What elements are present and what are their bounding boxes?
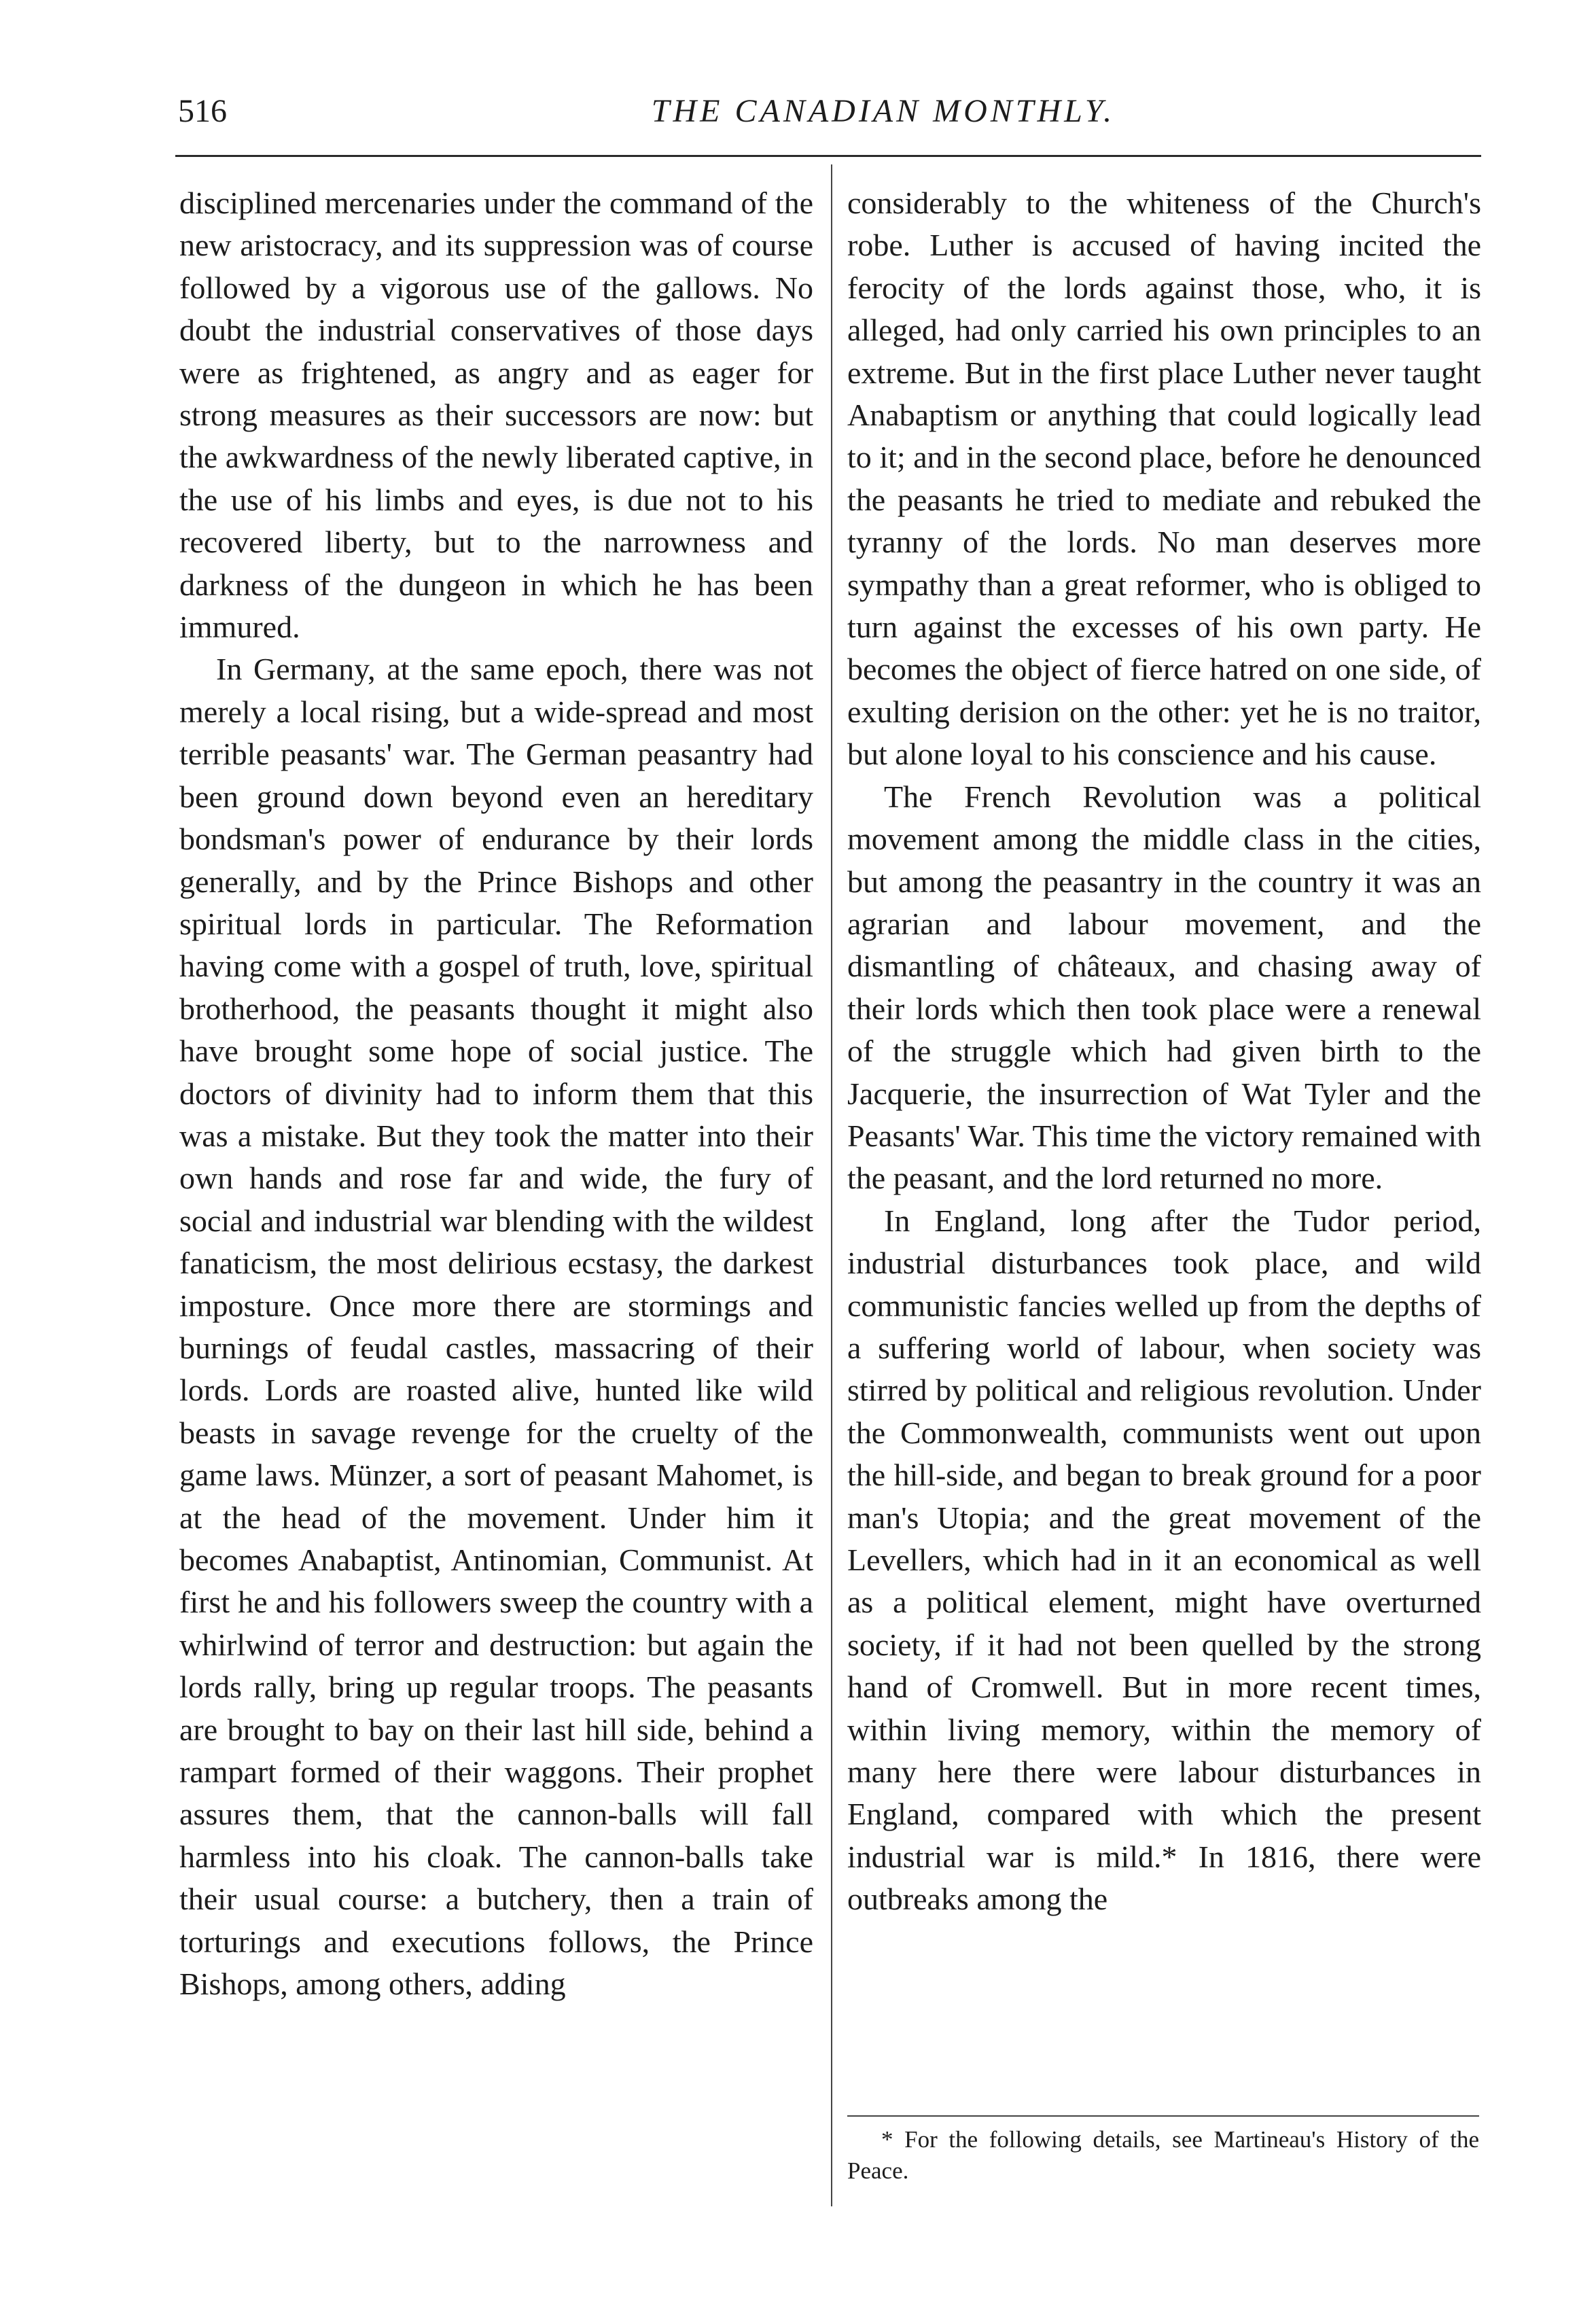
page-number: 516 (178, 93, 227, 129)
paragraph: In England, long after the Tudor period, industrial disturbances took place, and wild communistic fancies welled up from the depths of a suffering world of labour, when society was stirred by political and religious revolution. Under the Commonwealth, communists went out upon the hill-side, and began to break ground for a poor man's Utopia; and the great movement of the Levellers, which had in it an economical as well as a political element, might have overturned society, if it had not been quelled by the strong hand of Cromwell. But in more recent times, within living memory, within the memory of many here there were labour disturbances in England, compared with which the present industrial war is mild.* In 1816, there were outbreaks among the (847, 1203, 1481, 1917)
paragraph: considerably to the whiteness of the Church's robe. Luther is accused of having incited the ferocity of the lords against those, who, it is alleged, had only carried his own principles to an extreme. But in the first place Luther never taught Anabaptism or anything that could logically lead to it; and in the second place, before he denounced the peasants he tried to mediate and rebuked the tyranny of the lords. No man deserves more sympathy than a great reformer, who is obliged to turn against the excesses of his own party. He becomes the object of fierce hatred on one side, of exulting derision on the other: yet he is no traitor, but alone loyal to his conscience and his cause. (847, 186, 1481, 772)
paragraph: disciplined mercenaries under the command of the new aristocracy, and its suppression was of course followed by a vigorous use of the gallows. No doubt the industrial conservatives of those days were as frightened, as angry and as eager for strong measures as their successors are now: but the awkwardness of the newly liberated captive, in the use of his limbs and eyes, is due not to his recovered liberty, but to the narrowness and darkness of the dungeon in which he has been immured. (179, 186, 813, 645)
right-column (847, 182, 1481, 1921)
column-divider (831, 164, 832, 2206)
footnote-rule (847, 2115, 1479, 2117)
running-title: THE CANADIAN MONTHLY. (651, 93, 1116, 129)
footnote: * For the following details, see Martineau's History of the Peace. (847, 2126, 1479, 2184)
paragraph: The French Revolution was a political movement among the middle class in the cities, but among the peasantry in the country it was an agrarian and labour movement, and the dismantling of châteaux, and chasing away of their lords which then took place were a renewal of the struggle which had given birth to the Jacquerie, the insurrection of Wat Tyler and the Peasants' War. This time the victory remained with the peasant, and the lord returned no more. (847, 779, 1481, 1196)
header-rule (175, 155, 1481, 157)
paragraph: In Germany, at the same epoch, there was not merely a local rising, but a wide-spread and most terrible peasants' war. The German peasantry had been ground down beyond even an hereditary bondsman's power of endurance by their lords generally, and by the Prince Bishops and other spiritual lords in particular. The Reformation having come with a gospel of truth, love, spiritual brotherhood, the peasants thought it might also have brought some hope of social justice. The doctors of divinity had to inform them that this was a mistake. But they took the matter into their own hands and rose far and wide, the fury of social and industrial war blending with the wildest fanaticism, the most delirious ecstasy, the darkest imposture. Once more there are stormings and burnings of feudal castles, massacring of their lords. Lords are roasted alive, hunted like wild beasts in savage revenge for the cruelty of the game laws. Münzer, a sort of peasant Mahomet, is at the head of the movement. Under him it becomes Anabaptist, Antinomian, Communist. At first he and his followers sweep the country with a whirlwind of terror and destruction: but again the lords rally, bring up regular troops. The peasants are brought to bay on their last hill side, behind a rampart formed of their waggons. Their prophet assures them, that the cannon-balls will fall harmless into his cloak. The cannon-balls take their usual course: a butchery, then a train of torturings and executions follows, the Prince Bishops, among others, adding (179, 652, 813, 2002)
left-column (179, 182, 813, 2005)
